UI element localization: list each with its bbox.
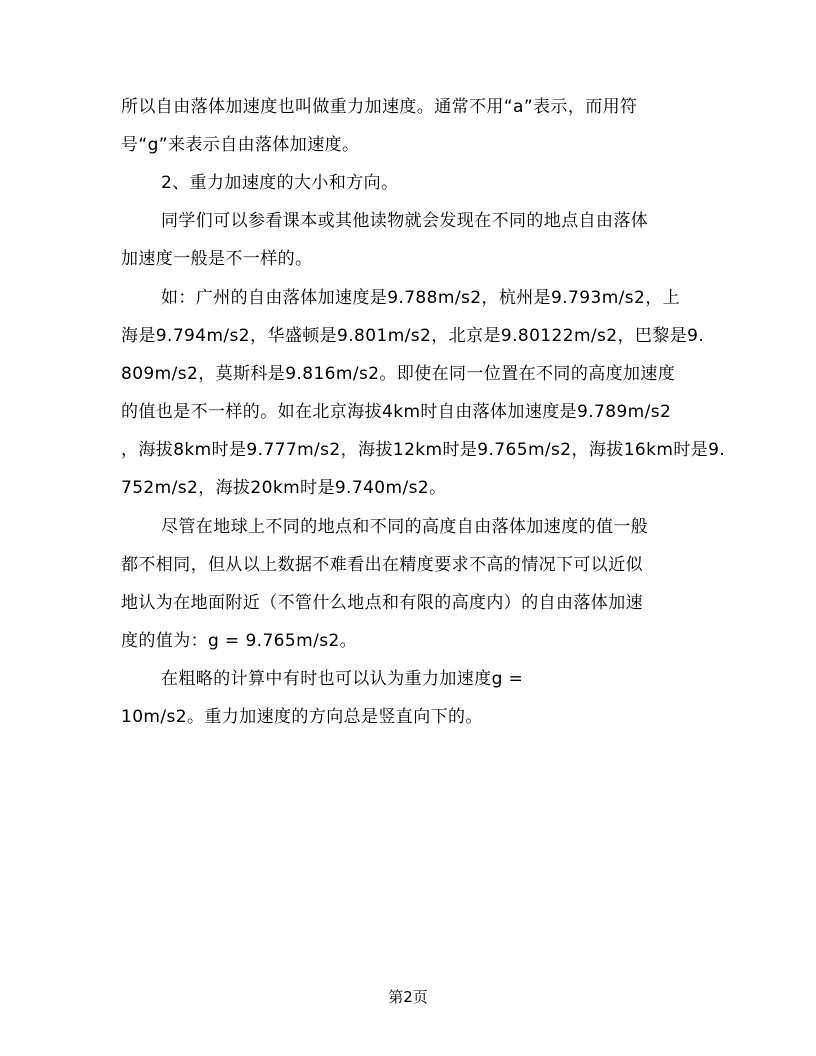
text-line: 10m/s2。重力加速度的方向总是竖直向下的。	[121, 707, 483, 727]
text-line: 都不相同，但从以上数据不难看出在精度要求不高的情况下可以近似	[121, 555, 643, 575]
text-line: 海是9.794m/s2，华盛顿是9.801m/s2，北京是9.80122m/s2，巴黎是9.	[121, 326, 705, 346]
text-line: 地认为在地面附近（不管什么地点和有限的高度内）的自由落体加速	[121, 593, 643, 613]
text-line: 809m/s2，莫斯科是9.816m/s2。即使在同一位置在不同的高度加速度	[121, 364, 676, 384]
text-line: 加速度一般是不一样的。	[121, 249, 313, 269]
text-line: 号“g”来表示自由落体加速度。	[121, 135, 360, 155]
text-line: 所以自由落体加速度也叫做重力加速度。通常不用“a”表示，而用符	[121, 97, 638, 117]
text-line: 尽管在地球上不同的地点和不同的高度自由落体加速度的值一般	[161, 517, 649, 537]
text-line: 度的值为：g = 9.765m/s2。	[121, 631, 358, 651]
page-number: 第2页	[388, 988, 428, 1006]
text-line: ，海拔8km时是9.777m/s2，海拔12km时是9.765m/s2，海拔16km时是9.	[121, 440, 726, 460]
text-line: 同学们可以参看课本或其他读物就会发现在不同的地点自由落体	[161, 211, 649, 231]
text-line: 在粗略的计算中有时也可以认为重力加速度g =	[161, 669, 524, 689]
text-line: 752m/s2，海拔20km时是9.740m/s2。	[121, 478, 447, 498]
text-line: 的值也是不一样的。如在北京海拔4km时自由落体加速度是9.789m/s2	[121, 402, 672, 422]
section-heading: 2、重力加速度的大小和方向。	[161, 173, 399, 193]
text-line: 如：广州的自由落体加速度是9.788m/s2，杭州是9.793m/s2，上	[161, 288, 681, 308]
